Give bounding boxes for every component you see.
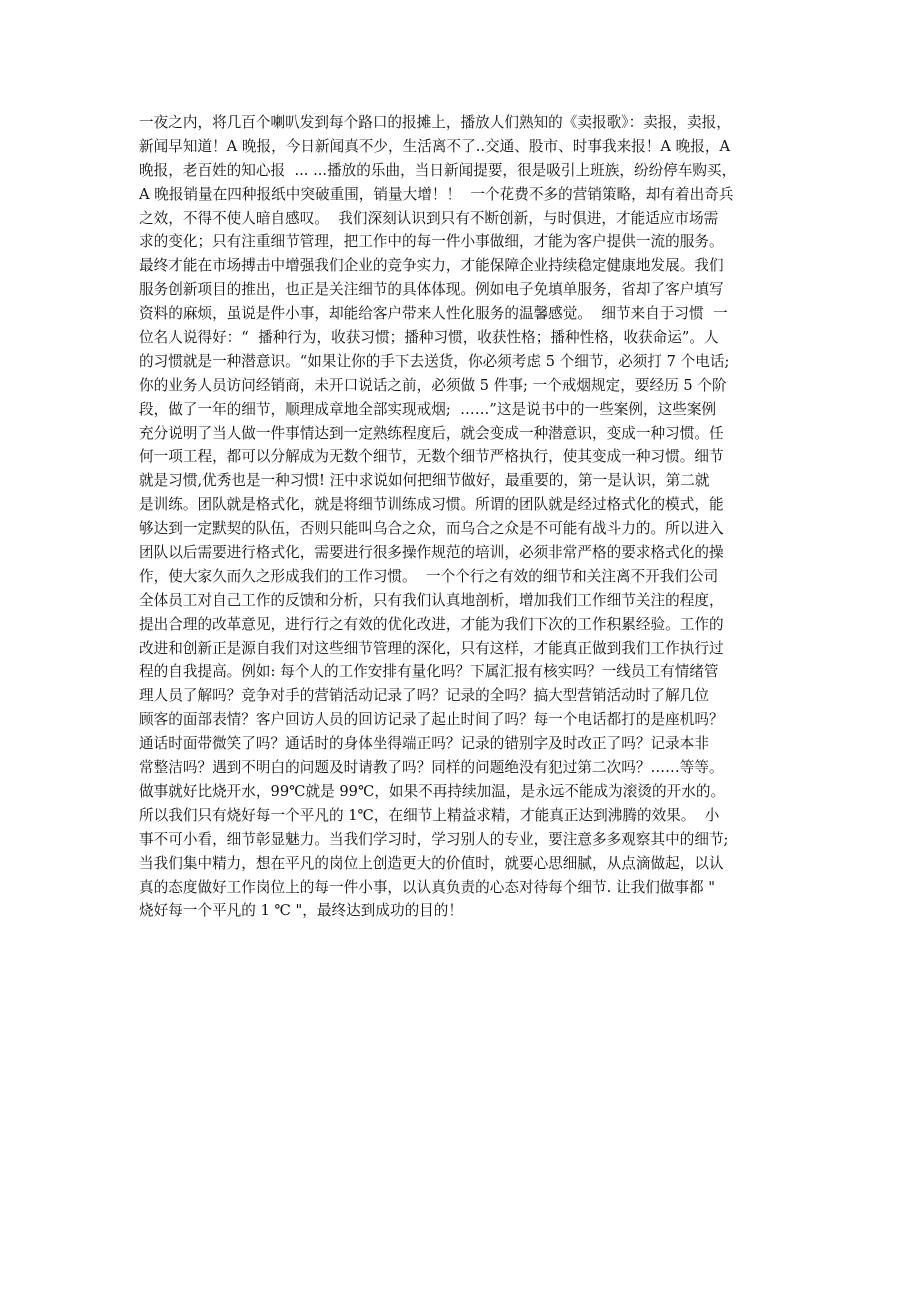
text-line: 提出合理的改革意见，进行行之有效的优化改进，才能为我们下次的工作积累经验。工作的 [139,615,724,633]
text-line: 位名人说得好：“ 播种行为，收获习惯；播种习惯，收获性格；播种性格，收获命运”。人 [139,329,719,347]
text-line: 求的变化；只有注重细节管理，把工作中的每一件小事做细，才能为客户提供一流的服务。 [139,233,724,251]
text-line: 作，使大家久而久之形成我们的工作习惯。 一个个行之有效的细节和关注离不开我们公司 [139,567,719,585]
text-line: 最终才能在市场搏击中增强我们企业的竞争实力，才能保障企业持续稳定健康地发展。我们 [139,257,724,275]
text-line: 真的态度做好工作岗位上的每一件小事，以认真负责的心态对待每个细节. 让我们做事都 " [139,878,716,896]
text-line: 常整洁吗？遇到不明白的问题及时请教了吗？同样的问题绝没有犯过第二次吗？……等等。 [139,759,724,777]
text-line: 顾客的面部表情？客户回访人员的回访记录了起止时间了吗？每一个电话都打的是座机吗？ [139,711,724,729]
text-line: 就是习惯,优秀也是一种习惯! 汪中求说如何把细节做好，最重要的，第一是认识，第二就 [139,472,710,490]
text-line: A 晚报销量在四种报纸中突破重围，销量大增！！ 一个花费不多的营销策略，却有着出奇兵 [139,185,734,203]
text-line: 通话时面带微笑了吗？通话时的身体坐得端正吗？记录的错别字及时改正了吗？记录本非 [139,735,709,753]
text-line: 晚报，老百姓的知心报 ... ...播放的乐曲，当日新闻提要，很是吸引上班族，纷纷停车购买， [139,161,737,179]
text-line: 你的业务人员访问经销商，未开口说话之前，必须做 5 件事; 一个戒烟规定，要经历 5 个阶 [139,376,727,394]
text-line: 的习惯就是一种潜意识。“如果让你的手下去送货，你必须考虑 5 个细节，必须打 7 个电话; [139,352,730,370]
text-line: 烧好每一个平凡的 1 ℃ "，最终达到成功的目的！ [139,902,464,920]
text-line: 资料的麻烦，虽说是件小事，却能给客户带来人性化服务的温馨感觉。 细节来自于习惯 一 [139,305,728,323]
text-line: 改进和创新正是源自我们对这些细节管理的深化，只有这样，才能真正做到我们工作执行过 [139,639,724,657]
text-line: 是训练。团队就是格式化，就是将细节训练成习惯。所谓的团队就是经过格式化的模式，能 [139,496,724,514]
text-line: 所以我们只有烧好每一个平凡的 1℃，在细节上精益求精，才能真正达到沸腾的效果。 小 [139,806,720,824]
text-line: 全体员工对自己工作的反馈和分析，只有我们认真地剖析，增加我们工作细节关注的程度， [139,591,724,609]
text-line: 服务创新项目的推出，也正是关注细节的具体体现。例如电子免填单服务，省却了客户填写 [139,281,724,299]
text-line: 当我们集中精力，想在平凡的岗位上创造更大的价值时，就要心思细腻，从点滴做起，以认 [139,854,724,872]
text-line: 充分说明了当人做一件事情达到一定熟练程度后，就会变成一种潜意识，变成一种习惯。任 [139,424,724,442]
text-line: 何一项工程，都可以分解成为无数个细节，无数个细节严格执行，使其变成一种习惯。细节 [139,448,724,466]
text-line: 事不可小看，细节彰显魅力。当我们学习时，学习别人的专业，要注意多多观察其中的细节; [139,830,729,848]
text-line: 理人员了解吗？竞争对手的营销活动记录了吗？记录的全吗？搞大型营销活动时了解几位 [139,687,709,705]
text-line: 新闻早知道！A 晚报，今日新闻真不少，生活离不了..交通、股市、时事我来报！A 晚报，A [139,137,731,155]
text-line: 一夜之内，将几百个喇叭发到每个路口的报摊上，播放人们熟知的《卖报歌》：卖报，卖报， [139,114,731,131]
text-line: 段，做了一年的细节，顺理成章地全部实现戒烟; ……”这是说书中的一些案例，这些案例 [139,400,717,418]
text-line: 做事就好比烧开水，99℃就是 99℃，如果不再持续加温，是永远不能成为滚烫的开水的。 [139,782,726,800]
text-line: 够达到一定默契的队伍，否则只能叫乌合之众，而乌合之众是不可能有战斗力的。所以进入 [139,520,724,538]
text-line: 团队以后需要进行格式化，需要进行很多操作规范的培训，必须非常严格的要求格式化的操 [139,544,724,562]
text-line: 程的自我提高。例如: 每个人的工作安排有量化吗？下属汇报有核实吗？一线员工有情绪管 [139,663,719,681]
body-text [139,111,781,923]
text-line: 之效，不得不使人暗自感叹。 我们深刻认识到只有不断创新，与时俱进，才能适应市场需 [139,209,719,227]
